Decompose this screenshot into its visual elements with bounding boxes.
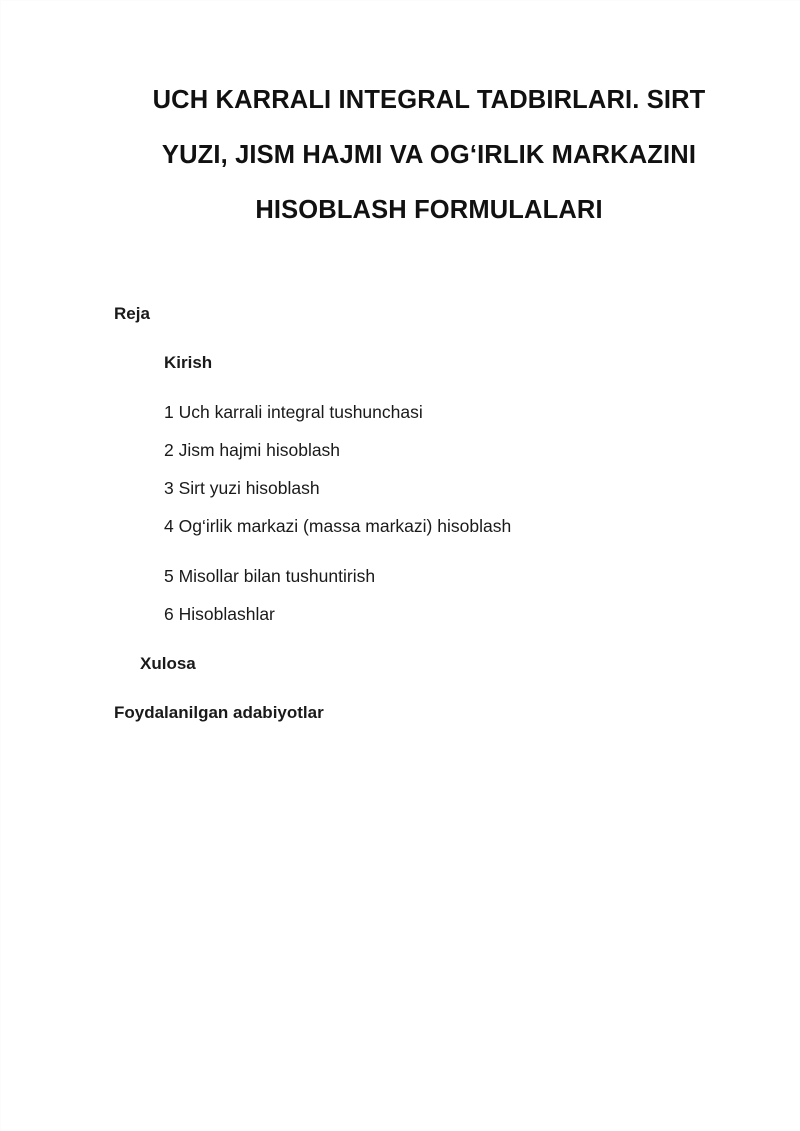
title-line-3: HISOBLASH FORMULALARI [255,196,603,224]
outline-item-1: 1 Uch karrali integral tushunchasi [164,402,423,422]
outline-item-3: 3 Sirt yuzi hisoblash [164,478,320,498]
outline-item-5: 5 Misollar bilan tushuntirish [164,566,376,586]
outline-heading-references: Foydalanilgan adabiyotlar [114,703,324,722]
outline-item-2: 2 Jism hajmi hisoblash [164,440,341,460]
outline-item-4: 4 Og‘irlik markazi (massa markazi) hisoblash [164,516,512,536]
outline-heading-xulosa: Xulosa [140,654,196,673]
document-title [97,73,761,238]
title-line-2: YUZI, JISM HAJMI VA OG‘IRLIK MARKAZINI [161,141,697,169]
outline-heading-kirish: Kirish [164,353,213,372]
outline-item-6: 6 Hisoblashlar [164,604,275,624]
outline-heading-reja: Reja [114,304,150,323]
title-line-1: UCH KARRALI INTEGRAL TADBIRLARI. SIRT [152,86,706,114]
